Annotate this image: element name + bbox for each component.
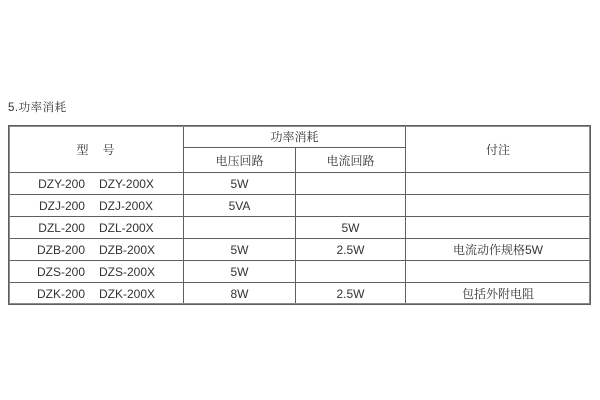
model-name: DZJ-200	[38, 198, 85, 213]
model-pair	[38, 177, 154, 191]
model-cell	[9, 261, 184, 283]
table-header	[9, 126, 591, 173]
voltage-cell: 5W	[184, 239, 296, 261]
header-current-circuit: 电流回路	[296, 148, 406, 173]
model-name-x: DZB-200X	[99, 242, 156, 257]
header-row-top	[9, 126, 591, 148]
current-cell: 2.5W	[296, 283, 406, 305]
model-cell	[9, 195, 184, 217]
current-cell: 2.5W	[296, 239, 406, 261]
table-row	[9, 261, 591, 283]
header-note: 付注	[406, 126, 591, 173]
current-cell	[296, 173, 406, 195]
model-name: DZK-200	[36, 286, 85, 301]
model-name: DZY-200	[38, 176, 85, 191]
model-cell	[9, 173, 184, 195]
table-row	[9, 239, 591, 261]
note-cell	[406, 261, 591, 283]
current-cell	[296, 195, 406, 217]
model-pair	[37, 287, 155, 301]
header-model: 型 号	[9, 126, 184, 173]
header-voltage-circuit: 电压回路	[184, 148, 296, 173]
table-row	[9, 283, 591, 305]
note-cell: 包括外附电阻	[406, 283, 591, 305]
voltage-cell	[184, 217, 296, 239]
table-row	[9, 195, 591, 217]
model-name: DZL-200	[38, 220, 85, 235]
table-row	[9, 173, 591, 195]
model-pair	[38, 221, 153, 235]
model-cell	[9, 217, 184, 239]
header-power-group: 功率消耗	[184, 126, 406, 148]
model-pair	[37, 243, 155, 257]
voltage-cell: 5W	[184, 261, 296, 283]
model-pair	[39, 199, 153, 213]
model-cell	[9, 283, 184, 305]
model-name-x: DZS-200X	[99, 264, 156, 279]
model-name-x: DZJ-200X	[98, 198, 154, 213]
note-cell: 电流动作规格5W	[406, 239, 591, 261]
voltage-cell: 5VA	[184, 195, 296, 217]
note-cell	[406, 195, 591, 217]
model-pair	[37, 265, 155, 279]
model-cell	[9, 239, 184, 261]
model-name-x: DZY-200X	[99, 176, 154, 191]
table-row	[9, 217, 591, 239]
voltage-cell: 5W	[184, 173, 296, 195]
model-name: DZS-200	[36, 264, 85, 279]
section-title: 5.功率消耗	[8, 102, 67, 114]
voltage-cell: 8W	[184, 283, 296, 305]
current-cell	[296, 261, 406, 283]
power-consumption-table	[8, 125, 591, 305]
note-cell	[406, 217, 591, 239]
current-cell: 5W	[296, 217, 406, 239]
model-name-x: DZL-200X	[98, 220, 154, 235]
model-name: DZB-200	[36, 242, 85, 257]
table-body	[9, 173, 591, 305]
model-name-x: DZK-200X	[99, 286, 156, 301]
note-cell	[406, 173, 591, 195]
